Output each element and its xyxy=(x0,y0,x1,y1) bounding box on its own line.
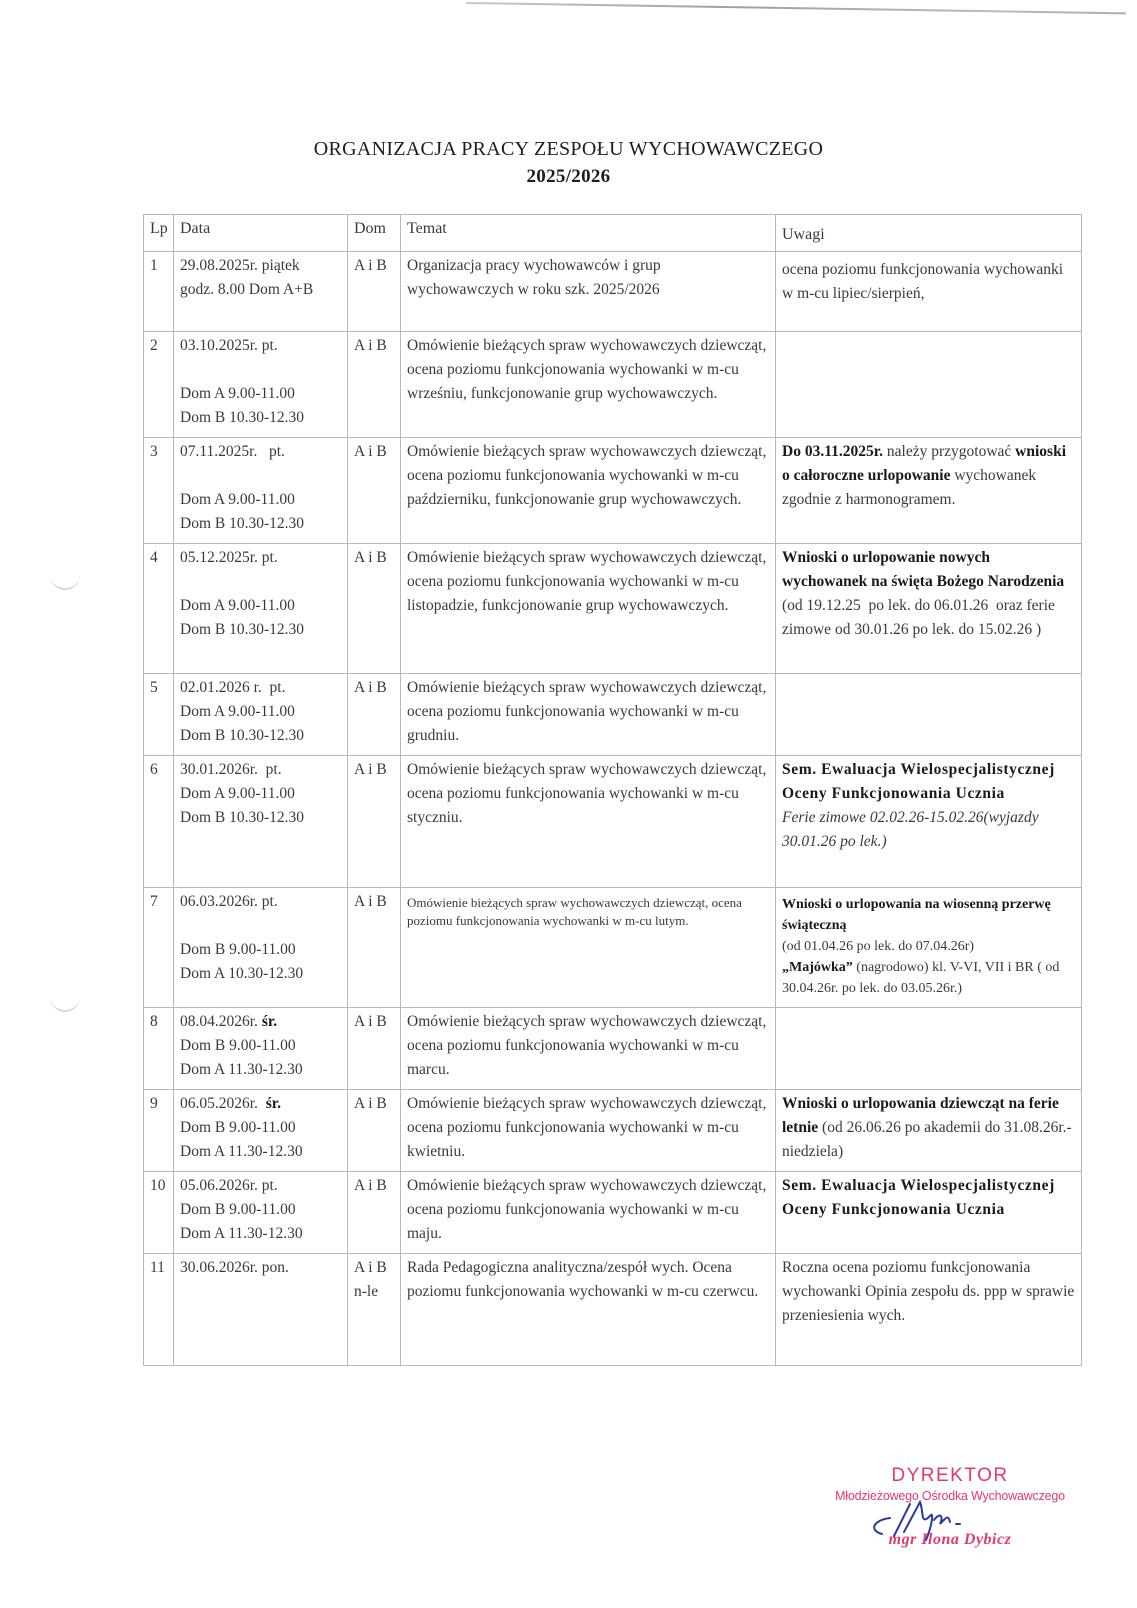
row-time: Dom B 10.30-12.30 xyxy=(180,515,304,532)
header-data: Data xyxy=(174,215,348,252)
row-dom: A i B xyxy=(348,1090,401,1172)
row-time: Dom A 9.00-11.00 xyxy=(180,785,295,802)
row-temat: Organizacja pracy wychowawców i grup wychowawczych w roku szk. 2025/2026 xyxy=(401,252,776,332)
row-number: 4 xyxy=(144,544,174,674)
row-time: Dom B 10.30-12.30 xyxy=(180,727,304,744)
row-date: 07.11.2025r. pt. xyxy=(180,443,285,460)
table-row xyxy=(144,332,1082,438)
row-number: 10 xyxy=(144,1172,174,1254)
row-dom: A i B xyxy=(348,252,401,332)
stamp-title: DYREKTOR xyxy=(891,1465,1009,1486)
uwagi-emphasis: wnioski o całoroczne urlopowanie xyxy=(782,443,1067,484)
document-title: ORGANIZACJA PRACY ZESPOŁU WYCHOWAWCZEGO xyxy=(313,138,824,160)
row-dom: A i B xyxy=(348,332,401,438)
row-number: 3 xyxy=(144,438,174,544)
row-number: 11 xyxy=(144,1254,174,1366)
row-time: Dom B 9.00-11.00 xyxy=(180,1119,296,1136)
uwagi-deadline: Do 03.11.2025r. xyxy=(782,443,884,460)
row-dom-note: n-le xyxy=(354,1283,379,1300)
row-time: Dom B 9.00-11.00 xyxy=(180,1201,296,1218)
punch-hole-mark xyxy=(50,566,80,590)
row-time: Dom A 9.00-11.00 xyxy=(180,491,295,508)
row-date: 06.03.2026r. pt. xyxy=(180,893,278,910)
row-dom: A i B xyxy=(348,888,401,1008)
row-time: Dom B 10.30-12.30 xyxy=(180,409,304,426)
row-time: Dom B 10.30-12.30 xyxy=(180,809,304,826)
row-date: 05.06.2026r. pt. xyxy=(180,1177,278,1194)
row-date: 30.06.2026r. pon. xyxy=(174,1254,348,1366)
row-uwagi xyxy=(776,438,1082,544)
row-uwagi xyxy=(776,888,1082,1008)
row-date-line xyxy=(180,1010,342,1034)
uwagi-text: należy przygotować xyxy=(883,443,1016,460)
row-time: Dom A 10.30-12.30 xyxy=(180,965,304,982)
row-uwagi xyxy=(776,756,1082,888)
row-dom: A i B xyxy=(348,674,401,756)
uwagi-emphasis: Sem. Ewaluacja Wielospecjalistycznej Oceny Funkcjonowania Ucznia xyxy=(782,761,1055,802)
row-temat: Omówienie bieżących spraw wychowawczych dziewcząt, ocena poziomu funkcjonowania wychowanki w m-cu kwietniu. xyxy=(401,1090,776,1172)
row-uwagi xyxy=(776,1008,1082,1090)
row-date: 03.10.2025r. pt. xyxy=(180,337,278,354)
row-time: Dom A 11.30-12.30 xyxy=(180,1225,303,1242)
row-date-cell xyxy=(174,1008,348,1090)
stamp-name: mgr Ilona Dybicz xyxy=(888,1531,1012,1548)
document-year: 2025/2026 xyxy=(526,166,611,187)
row-temat: Rada Pedagogiczna analityczna/zespół wych. Ocena poziomu funkcjonowania wychowanki w m-cu czerwcu. xyxy=(401,1254,776,1366)
row-uwagi xyxy=(776,544,1082,674)
row-time: godz. 8.00 Dom A+B xyxy=(180,281,314,298)
row-date-cell xyxy=(174,544,348,674)
uwagi-emphasis: „Majówka” xyxy=(782,960,853,975)
row-time: Dom A 9.00-11.00 xyxy=(180,703,295,720)
punch-hole-mark xyxy=(50,988,80,1012)
row-number: 1 xyxy=(144,252,174,332)
uwagi-emphasis: Wnioski o urlopowanie nowych wychowanek na święta Bożego Narodzenia xyxy=(782,549,1065,590)
row-dom: A i B xyxy=(354,1259,387,1276)
row-date: 06.05.2026r. xyxy=(180,1095,258,1112)
stamp-institution: Młodzieżowego Ośrodka Wychowawczego xyxy=(835,1489,1065,1503)
row-date-cell xyxy=(174,332,348,438)
uwagi-text: (od 26.06.26 po akademii do 31.08.26r.- niedziela) xyxy=(782,1119,1072,1160)
row-temat: Omówienie bieżących spraw wychowawczych dziewcząt, ocena poziomu funkcjonowania wychowanki w m-cu maju. xyxy=(401,1172,776,1254)
row-uwagi xyxy=(776,1090,1082,1172)
row-time: Dom A 9.00-11.00 xyxy=(180,597,295,614)
table-row xyxy=(144,1090,1082,1172)
row-number: 5 xyxy=(144,674,174,756)
header-temat: Temat xyxy=(401,215,776,252)
row-temat: Omówienie bieżących spraw wychowawczych dziewcząt, ocena poziomu funkcjonowania wychowanki w m-cu grudniu. xyxy=(401,674,776,756)
table-row xyxy=(144,674,1082,756)
row-date-cell xyxy=(174,438,348,544)
table-row xyxy=(144,252,1082,332)
table-row xyxy=(144,1172,1082,1254)
row-weekday: śr. xyxy=(257,1095,282,1112)
uwagi-text: (od 19.12.25 po lek. do 06.01.26 oraz ferie zimowe od 30.01.26 po lek. do 15.02.26 ) xyxy=(782,573,1069,638)
row-date-line xyxy=(180,1092,342,1116)
row-temat: Omówienie bieżących spraw wychowawczych dziewcząt, ocena poziomu funkcjonowania wychowanki w m-cu listopadzie, funkcjonowanie grup wychowawczych. xyxy=(401,544,776,674)
row-date: 30.01.2026r. pt. xyxy=(180,761,282,778)
row-dom: A i B xyxy=(348,544,401,674)
header-lp: Lp xyxy=(144,215,174,252)
row-temat: Omówienie bieżących spraw wychowawczych dziewcząt, ocena poziomu funkcjonowania wychowanki w m-cu wrześniu, funkcjonowanie grup wychowawczych. xyxy=(401,332,776,438)
table-row xyxy=(144,544,1082,674)
scan-edge-line xyxy=(466,2,1126,14)
row-number: 9 xyxy=(144,1090,174,1172)
row-date: 08.04.2026r. xyxy=(180,1013,258,1030)
row-time: Dom B 10.30-12.30 xyxy=(180,621,304,638)
row-date-cell xyxy=(174,1172,348,1254)
row-dom: A i B xyxy=(348,756,401,888)
uwagi-text: (od 01.04.26 po lek. do 07.04.26r) xyxy=(782,939,975,954)
row-dom-cell xyxy=(348,1254,401,1366)
row-dom: A i B xyxy=(348,1008,401,1090)
row-temat: Omówienie bieżących spraw wychowawczych dziewcząt, ocena poziomu funkcjonowania wychowanki w m-cu marcu. xyxy=(401,1008,776,1090)
row-number: 6 xyxy=(144,756,174,888)
row-time: Dom B 9.00-11.00 xyxy=(180,941,296,958)
row-weekday: śr. xyxy=(257,1013,278,1030)
row-uwagi: Roczna ocena poziomu funkcjonowania wychowanki Opinia zespołu ds. ppp w sprawie przeniesienia wych. xyxy=(776,1254,1082,1366)
table-row xyxy=(144,438,1082,544)
row-date: 29.08.2025r. piątek xyxy=(180,257,300,274)
header-uwagi: Uwagi xyxy=(776,215,1082,252)
row-dom: A i B xyxy=(348,438,401,544)
row-temat: Omówienie bieżących spraw wychowawczych dziewcząt, ocena poziomu funkcjonowania wychowanki w m-cu październiku, funkcjonowanie grup wychowawczych. xyxy=(401,438,776,544)
row-number: 2 xyxy=(144,332,174,438)
row-uwagi xyxy=(776,332,1082,438)
row-dom: A i B xyxy=(348,1172,401,1254)
table-row xyxy=(144,1008,1082,1090)
row-number: 8 xyxy=(144,1008,174,1090)
row-date-cell xyxy=(174,1090,348,1172)
row-date: 02.01.2026 r. pt. xyxy=(180,679,286,696)
row-date-cell xyxy=(174,252,348,332)
table-row xyxy=(144,756,1082,888)
uwagi-note: Ferie zimowe 02.02.26-15.02.26(wyjazdy 30.01.26 po lek.) xyxy=(782,809,1039,850)
row-time: Dom A 9.00-11.00 xyxy=(180,385,295,402)
row-uwagi xyxy=(776,674,1082,756)
table-row xyxy=(144,1254,1082,1366)
signature-icon xyxy=(860,1496,990,1546)
row-date-cell xyxy=(174,756,348,888)
row-date: 05.12.2025r. pt. xyxy=(180,549,278,566)
uwagi-emphasis: Wnioski o urlopowania dziewcząt na ferie letnie xyxy=(782,1095,1059,1136)
row-uwagi: ocena poziomu funkcjonowania wychowanki w m-cu lipiec/sierpień, xyxy=(776,252,1082,332)
row-time: Dom A 11.30-12.30 xyxy=(180,1061,303,1078)
schedule-table xyxy=(143,214,1082,1366)
header-dom: Dom xyxy=(348,215,401,252)
row-temat: Omówienie bieżących spraw wychowawczych dziewcząt, ocena poziomu funkcjonowania wychowanki w m-cu styczniu. xyxy=(401,756,776,888)
row-temat: Omówienie bieżących spraw wychowawczych dziewcząt, ocena poziomu funkcjonowania wychowanki w m-cu lutym. xyxy=(401,888,776,1008)
table-row xyxy=(144,888,1082,1008)
uwagi-text: wychowanek zgodnie z harmonogramem. xyxy=(782,467,1037,508)
uwagi-emphasis: Wnioski o urlopowania na wiosenną przerwę świąteczną xyxy=(782,897,1051,933)
row-time: Dom B 9.00-11.00 xyxy=(180,1037,296,1054)
table-header-row xyxy=(144,215,1082,252)
row-date-cell xyxy=(174,888,348,1008)
row-time: Dom A 11.30-12.30 xyxy=(180,1143,303,1160)
uwagi-emphasis: Sem. Ewaluacja Wielospecjalistycznej Oceny Funkcjonowania Ucznia xyxy=(782,1177,1055,1218)
uwagi-text: (nagrodowo) kl. V-VI, VII i BR ( od 30.04.26r. po lek. do 03.05.26r.) xyxy=(782,960,1060,996)
row-number: 7 xyxy=(144,888,174,1008)
row-uwagi xyxy=(776,1172,1082,1254)
row-date-cell xyxy=(174,674,348,756)
